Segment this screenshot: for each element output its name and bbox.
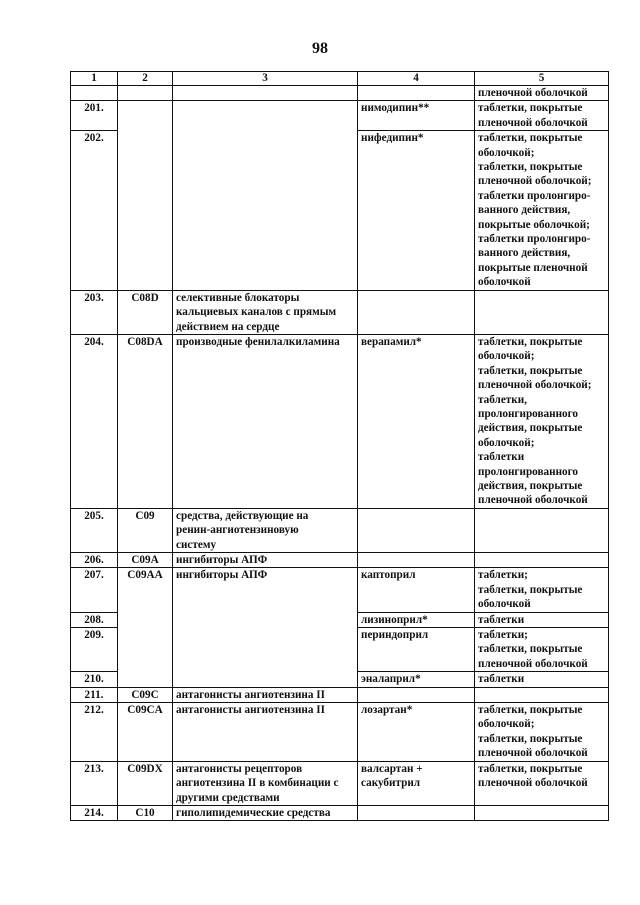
table-row [71, 508, 609, 552]
header-cell-4: 4 [358, 72, 475, 86]
row-number: 208. [71, 612, 118, 627]
row-number: 210. [71, 672, 118, 687]
atc-code: C09A [118, 553, 173, 568]
pharm-group: антагонисты рецепторов ангиотензина II в комбинации с другими средствами [173, 761, 358, 805]
drug-name: верапамил* [358, 334, 475, 508]
drug-name [358, 687, 475, 702]
row-number: 212. [71, 703, 118, 762]
table-row [71, 568, 609, 612]
drug-name: нифедипин* [358, 131, 475, 290]
dosage-form: таблетки, покрытые оболочкой; таблетки, покрытые пленочной оболочкой; таблетки, пролонгированного действия, покрытые оболочкой; таблетки пролонгированного действия, покрытые пленочной оболочкой [475, 334, 609, 508]
dosage-form [475, 805, 609, 820]
drug-name: лизиноприл* [358, 612, 475, 627]
drug-name: валсартан + сакубитрил [358, 761, 475, 805]
drug-name [358, 553, 475, 568]
dosage-form [475, 290, 609, 334]
continuation-num [71, 86, 118, 101]
drug-name: лозартан* [358, 703, 475, 762]
table-row [71, 805, 609, 820]
drug-name [358, 508, 475, 552]
row-number: 203. [71, 290, 118, 334]
row-number: 211. [71, 687, 118, 702]
table-row [71, 101, 609, 131]
header-row [71, 72, 609, 86]
dosage-form [475, 553, 609, 568]
atc-code [118, 101, 173, 290]
drug-name [358, 805, 475, 820]
continuation-group [173, 86, 358, 101]
row-number: 209. [71, 628, 118, 672]
pharm-group: ингибиторы АПФ [173, 553, 358, 568]
atc-code: C09 [118, 508, 173, 552]
row-number: 201. [71, 101, 118, 131]
row-number: 214. [71, 805, 118, 820]
atc-code: C09C [118, 687, 173, 702]
atc-code: C08D [118, 290, 173, 334]
header-cell-3: 3 [173, 72, 358, 86]
pharm-group: средства, действующие на ренин-ангиотензиновую систему [173, 508, 358, 552]
atc-code: C09CA [118, 703, 173, 762]
pharm-group: антагонисты ангиотензина II [173, 703, 358, 762]
dosage-form: таблетки, покрытые пленочной оболочкой [475, 101, 609, 131]
row-number: 202. [71, 131, 118, 290]
table-row [71, 553, 609, 568]
dosage-form: таблетки; таблетки, покрытые оболочкой [475, 568, 609, 612]
dosage-form: таблетки, покрытые оболочкой; таблетки, покрытые пленочной оболочкой [475, 703, 609, 762]
row-number: 213. [71, 761, 118, 805]
continuation-drug [358, 86, 475, 101]
pharm-group: ингибиторы АПФ [173, 568, 358, 687]
dosage-form: таблетки, покрытые оболочкой; таблетки, покрытые пленочной оболочкой; таблетки пролонгиро- ванного действия, покрытые оболочкой; таблетки пролонгиро- ванного действия, покрытые пленочной оболочкой [475, 131, 609, 290]
dosage-form: таблетки [475, 612, 609, 627]
medication-table [70, 71, 609, 821]
dosage-form [475, 508, 609, 552]
continuation-form: пленочной оболочкой [475, 86, 609, 101]
page-number: 98 [312, 40, 328, 57]
dosage-form [475, 687, 609, 702]
row-number: 206. [71, 553, 118, 568]
continuation-row [71, 86, 609, 101]
drug-name: эналаприл* [358, 672, 475, 687]
dosage-form: таблетки; таблетки, покрытые пленочной оболочкой [475, 628, 609, 672]
drug-name: каптоприл [358, 568, 475, 612]
dosage-form: таблетки, покрытые пленочной оболочкой [475, 761, 609, 805]
atc-code: C10 [118, 805, 173, 820]
drug-name: нимодипин** [358, 101, 475, 131]
row-number: 207. [71, 568, 118, 612]
row-number: 205. [71, 508, 118, 552]
header-cell-2: 2 [118, 72, 173, 86]
drug-name: периндоприл [358, 628, 475, 672]
row-number: 204. [71, 334, 118, 508]
header-cell-5: 5 [475, 72, 609, 86]
pharm-group: производные фенилалкиламина [173, 334, 358, 508]
table-row [71, 334, 609, 508]
pharm-group: селективные блокаторы кальциевых каналов с прямым действием на сердце [173, 290, 358, 334]
table-row [71, 290, 609, 334]
pharm-group: антагонисты ангиотензина II [173, 687, 358, 702]
atc-code: C09AA [118, 568, 173, 687]
header-cell-1: 1 [71, 72, 118, 86]
dosage-form: таблетки [475, 672, 609, 687]
table-row [71, 687, 609, 702]
drug-name [358, 290, 475, 334]
table-row [71, 703, 609, 762]
atc-code: C08DA [118, 334, 173, 508]
pharm-group: гиполипидемические средства [173, 805, 358, 820]
table-row [71, 761, 609, 805]
atc-code: C09DX [118, 761, 173, 805]
continuation-code [118, 86, 173, 101]
pharm-group [173, 101, 358, 290]
